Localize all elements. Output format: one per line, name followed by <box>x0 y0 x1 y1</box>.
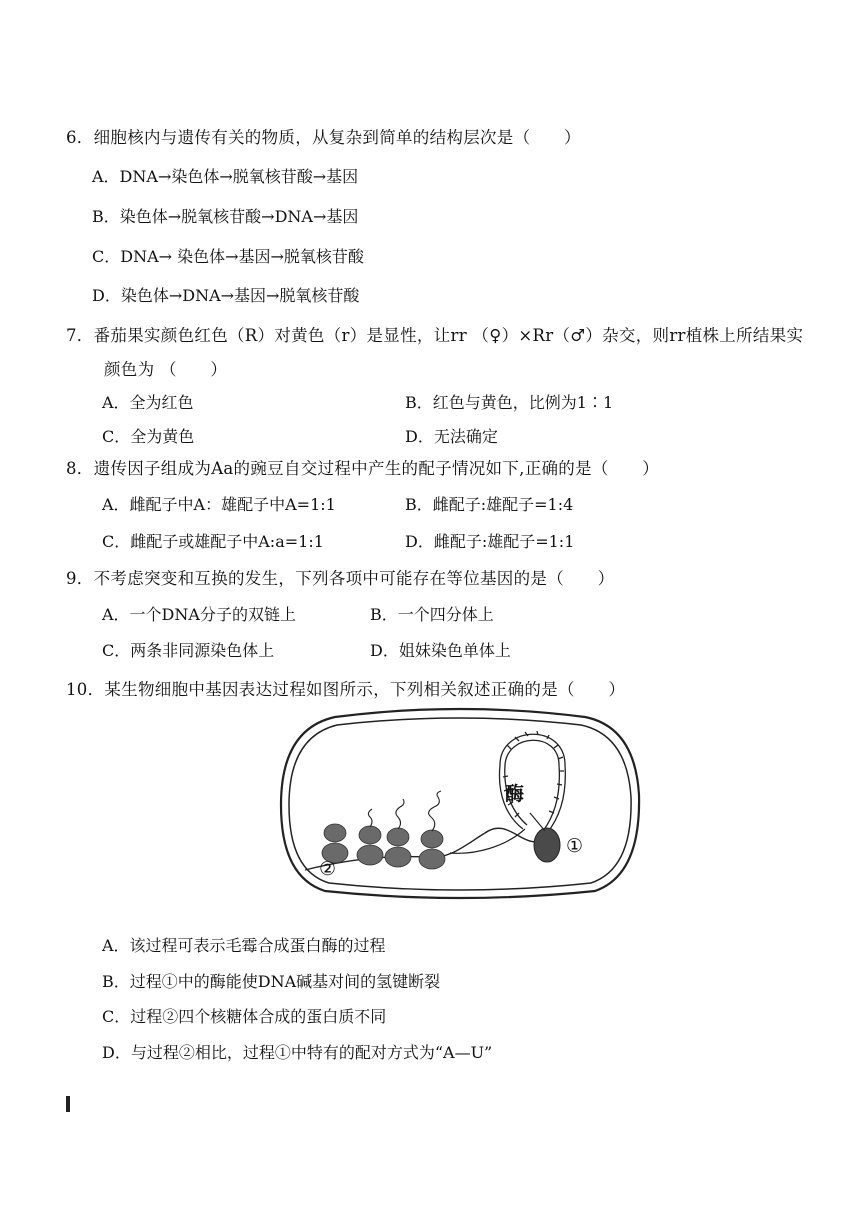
page-edge-mark <box>66 1096 70 1112</box>
question-7-stem: 7．番茄果实颜色红色（R）对黄色（r）是显性，让rr （♀）×Rr（♂）杂交，则rr植株上所结果实 <box>66 326 804 345</box>
gene-expression-cell-diagram <box>275 705 645 905</box>
question-8-stem: 8．遗传因子组成为Aa的豌豆自交过程中产生的配子情况如下,正确的是（ ） <box>66 459 660 478</box>
question-10-option-c: C．过程②四个核糖体合成的蛋白质不同 <box>102 1007 387 1026</box>
question-6-option-c: C．DNA→ 染色体→基因→脱氧核苷酸 <box>92 247 364 266</box>
question-7-option-d: D．无法确定 <box>405 427 498 446</box>
question-8-option-a: A．雌配子中A：雄配子中A=1:1 <box>102 495 336 514</box>
question-8-option-c: C．雌配子或雄配子中A:a=1:1 <box>102 532 324 551</box>
circular-dna <box>499 731 565 833</box>
question-8-option-b: B．雌配子:雄配子=1:4 <box>405 495 574 514</box>
process-1-label: ① <box>566 835 584 857</box>
question-7-option-c: C．全为黄色 <box>102 427 195 446</box>
question-6-option-a: A．DNA→染色体→脱氧核苷酸→基因 <box>92 167 359 186</box>
process-2-label: ② <box>319 858 337 880</box>
question-10-stem: 10．某生物细胞中基因表达过程如图所示，下列相关叙述正确的是（ ） <box>66 680 626 699</box>
question-9-option-a: A．一个DNA分子的双链上 <box>102 605 296 624</box>
question-9-option-d: D．姐妹染色单体上 <box>370 641 511 660</box>
question-6-stem: 6．细胞核内与遗传有关的物质，从复杂到简单的结构层次是（ ） <box>66 128 581 147</box>
ribosomes <box>322 824 445 869</box>
question-6-option-d: D．染色体→DNA→基因→脱氧核苷酸 <box>92 286 360 305</box>
enzyme-label: 酶 <box>505 783 525 805</box>
cell-inner-membrane <box>289 718 631 890</box>
question-10-option-d: D．与过程②相比，过程①中特有的配对方式为“A—U” <box>102 1043 493 1062</box>
enzyme-pointer-line <box>530 813 545 831</box>
question-8-option-d: D．雌配子:雄配子=1:1 <box>405 532 575 551</box>
question-9-option-b: B．一个四分体上 <box>370 605 494 624</box>
question-7-stem-continued: 颜色为 （ ） <box>104 360 228 379</box>
polypeptide-chains <box>368 791 441 831</box>
question-10-option-a: A．该过程可表示毛霉合成蛋白酶的过程 <box>102 936 386 955</box>
question-9-stem: 9．不考虑突变和互换的发生，下列各项中可能存在等位基因的是（ ） <box>66 569 615 588</box>
question-7-option-b: B．红色与黄色，比例为1∶1 <box>405 393 614 412</box>
rna-polymerase-enzyme <box>534 828 560 862</box>
question-7-option-a: A．全为红色 <box>102 393 194 412</box>
question-6-option-b: B．染色体→脱氧核苷酸→DNA→基因 <box>92 207 359 226</box>
question-10-option-b: B．过程①中的酶能使DNA碱基对间的氢键断裂 <box>102 972 441 991</box>
question-9-option-c: C．两条非同源染色体上 <box>102 641 275 660</box>
